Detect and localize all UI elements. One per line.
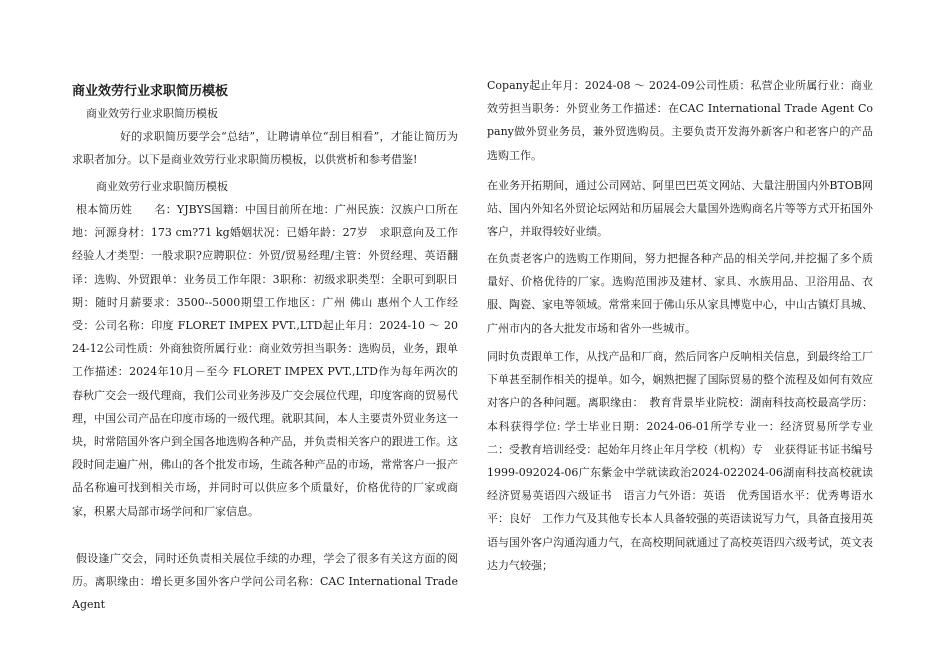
business-development-paragraph: 在业务开拓期间，通过公司网站、阿里巴巴英文网站、大量注册国内外BTOB网站、国内外知名外贸论坛网站和历届展会大量国外选购商名片等等方式开拓国外客户，并取得较好业绩。 [487, 179, 873, 239]
resume-basic-info-paragraph: 根本简历姓 名：YJBYS国籍：中国目前所在地：广州民族：汉族户口所在地：河源身材：173 cm?71 kg婚姻状况：已婚年龄：27岁 求职意向及工作经验人才类型：一般求职?应聘职位：外贸/贸易经理/主管：外贸经理、英语翻译：选购、外贸跟单：业务员工作年限：3职称：初级求职类型：全职可到职日期：随时月薪要求：3500--5000期望工作地区：广州 佛山 惠州个人工作经受：公司名称：印度 FLORET IMPEX PVT.,LTD起止年月：2024-10 ～ 2024-12公司性质：外商独资所属行业：商业效劳担当职务：选购员，业务，跟单工作描述：2024年10月－至今 FLORET IMPEX PVT.,LTD作为每年两次的春秋广交会一级代理商，我们公司业务涉及广交会展位代理，印度客商的贸易代理，中国公司产品在印度市场的一级代理。就职其间，本人主要责外贸业务这一块，时常陪国外客户到全国各地选购各种产品，并负责相关客户的跟进工作。这段时间走遍广州，佛山的各个批发市场，生疏各种产品的市场，常常客户一报产品名称遍可找到相关市场，并同时可以供应多个质量好，价格优待的厂家或商家，积累大局部市场学问和厂家信息。 [72, 203, 458, 518]
section-heading: 商业效劳行业求职简历模板 [96, 180, 228, 193]
document-subtitle: 商业效劳行业求职简历模板 [86, 107, 218, 120]
document-title: 商业效劳行业求职简历模板 [72, 84, 229, 99]
trade-fair-paragraph: 假设逢广交会，同时还负责相关展位手续的办理，学会了很多有关这方面的阅历。离职缘由：增长更多国外客户学问公司名称：CAC International Trade Agent [72, 552, 458, 612]
education-skills-paragraph: 同时负责跟单工作，从找产品和厂商，然后同客户反响相关信息，到最终给工厂下单甚至制作相关的提单。如今，娴熟把握了国际贸易的整个流程及如何有效应对客户的各种问题。离职缘由： 教育背景毕业院校：湖南科技高校最高学历：本科获得学位: 学士毕业日期：2024-06-01所学专业一：经济贸易所学专业二：受教育培训经受：起始年月终止年月学校（机构）专 业获得证书证书编号1999-092024-06广东紫金中学就读政治2024-022024-06湖南科技高校就读经济贸易英语四六级证书 语言力气外语：英语 优秀国语水平：优秀粤语水平：良好 工作力气及其他专长本人具备较强的英语读说写力气，具备直接用英语与国外客户沟通沟通力气，在高校期间就通过了高校英语四六级考试，英文表达力气较强； [487, 350, 873, 572]
cac-job-paragraph: Copany起止年月：2024-08 ～ 2024-09公司性质：私营企业所属行业：商业效劳担当职务：外贸业务工作描述：在CAC International Trade Agent Copany做外贸业务员，兼外贸选购员。主要负责开发海外新客户和老客户的产品选购工作。 [487, 79, 873, 162]
purchasing-paragraph: 在负责老客户的选购工作期间，努力把握各种产品的相关学问,并挖掘了多个质量好、价格优待的厂家。选购范围涉及建材、家具、水族用品、卫浴用品、衣服、陶瓷、家电等领域。常常来回于佛山乐从家具博览中心，中山古镇灯具城、广州市内的各大批发市场和省外一些城市。 [487, 252, 873, 335]
intro-paragraph: 好的求职简历要学会“总结”，让聘请单位“刮目相看”，才能让简历为求职者加分。以下是商业效劳行业求职简历模板，以供赏析和参考借鉴! [72, 130, 458, 167]
